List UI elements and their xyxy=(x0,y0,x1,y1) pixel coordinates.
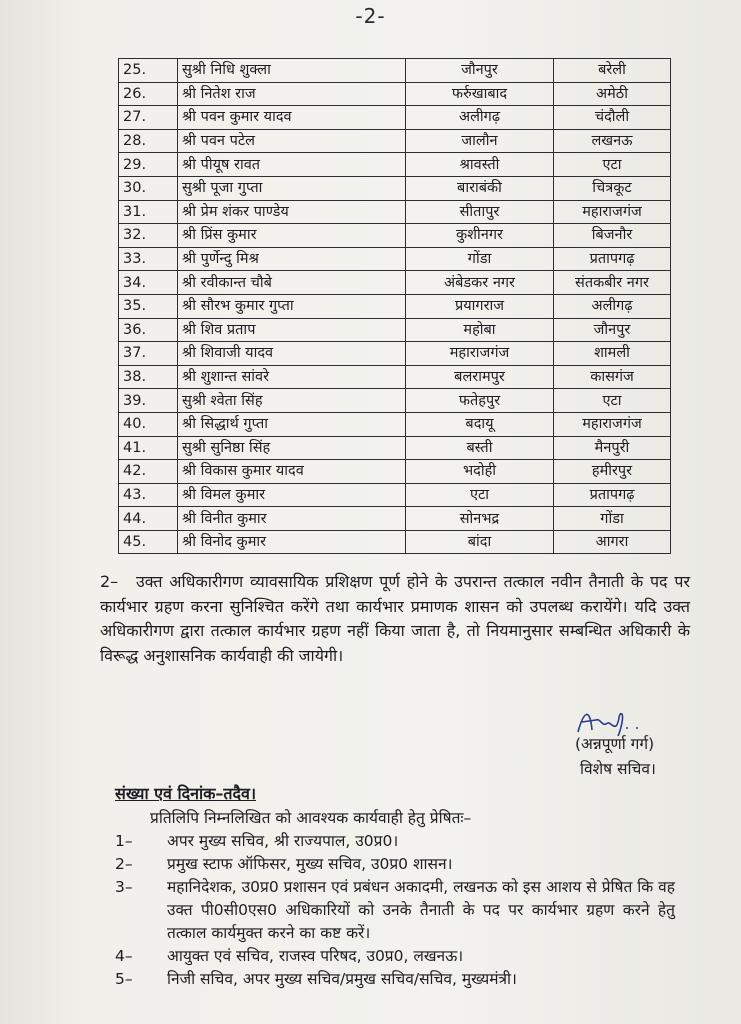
table-row xyxy=(119,294,671,318)
officer-name-cell: श्री प्रेम शंकर पाण्डेय xyxy=(178,200,406,224)
serial-number-cell: 38. xyxy=(119,365,178,389)
list-item xyxy=(115,853,675,876)
copy-to-list xyxy=(115,830,675,991)
officer-name-cell: श्री विनोद कुमार xyxy=(178,530,406,554)
officer-posting-table xyxy=(118,58,671,554)
table-row xyxy=(119,82,671,106)
officer-name-cell: सुश्री निधि शुक्ला xyxy=(178,59,406,83)
officer-name-cell: श्री सिद्धार्थ गुप्ता xyxy=(178,412,406,436)
instruction-paragraph xyxy=(100,570,690,668)
officer-name-cell: श्री सौरभ कुमार गुप्ता xyxy=(178,294,406,318)
table-row xyxy=(119,271,671,295)
officer-name-cell: श्री रवीकान्त चौबे xyxy=(178,271,406,295)
new-district-cell: जौनपुर xyxy=(554,318,671,342)
officer-name-cell: श्री पवन कुमार यादव xyxy=(178,106,406,130)
new-district-cell: चंदौली xyxy=(554,106,671,130)
table-row xyxy=(119,129,671,153)
table-row xyxy=(119,153,671,177)
list-item-text: प्रमुख स्टाफ ऑफिसर, मुख्य सचिव, उ0प्र0 शासन। xyxy=(167,855,453,873)
current-district-cell: बांदा xyxy=(406,530,554,554)
new-district-cell: संतकबीर नगर xyxy=(554,271,671,295)
serial-number-cell: 30. xyxy=(119,176,178,200)
new-district-cell: लखनऊ xyxy=(554,129,671,153)
serial-number-cell: 26. xyxy=(119,82,178,106)
table-row xyxy=(119,389,671,413)
table-row xyxy=(119,176,671,200)
current-district-cell: प्रयागराज xyxy=(406,294,554,318)
officer-name-cell: श्री शिव प्रताप xyxy=(178,318,406,342)
officer-name-cell: सुश्री श्वेता सिंह xyxy=(178,389,406,413)
list-item-number: 2– xyxy=(115,855,133,873)
current-district-cell: महोबा xyxy=(406,318,554,342)
table-row xyxy=(119,436,671,460)
new-district-cell: कासगंज xyxy=(554,365,671,389)
serial-number-cell: 37. xyxy=(119,342,178,366)
current-district-cell: जालौन xyxy=(406,129,554,153)
table-row xyxy=(119,59,671,83)
serial-number-cell: 33. xyxy=(119,247,178,271)
new-district-cell: प्रतापगढ़ xyxy=(554,483,671,507)
serial-number-cell: 42. xyxy=(119,460,178,484)
officer-name-cell: सुश्री सुनिष्ठा सिंह xyxy=(178,436,406,460)
paragraph-number: 2– xyxy=(100,572,119,591)
new-district-cell: महाराजगंज xyxy=(554,412,671,436)
officer-name-cell: श्री शुशान्त सांवरे xyxy=(178,365,406,389)
new-district-cell: बिजनौर xyxy=(554,224,671,248)
page-number: -2- xyxy=(355,4,386,28)
serial-number-cell: 45. xyxy=(119,530,178,554)
officer-name-cell: श्री पीयूष रावत xyxy=(178,153,406,177)
current-district-cell: श्रावस्ती xyxy=(406,153,554,177)
list-item xyxy=(115,945,675,968)
serial-number-cell: 36. xyxy=(119,318,178,342)
serial-number-cell: 28. xyxy=(119,129,178,153)
new-district-cell: मैनपुरी xyxy=(554,436,671,460)
current-district-cell: फर्रुखाबाद xyxy=(406,82,554,106)
reference-heading: संख्या एवं दिनांक–तदैव। xyxy=(115,784,257,803)
officer-name-cell: श्री विमल कुमार xyxy=(178,483,406,507)
signatory-designation: विशेष सचिव। xyxy=(580,760,656,778)
list-item xyxy=(115,830,675,853)
new-district-cell: चित्रकूट xyxy=(554,176,671,200)
table-row xyxy=(119,365,671,389)
officer-name-cell: श्री विनीत कुमार xyxy=(178,507,406,531)
list-item-text: महानिदेशक, उ0प्र0 प्रशासन एवं प्रबंधन अकादमी, लखनऊ को इस आशय से प्रेषित कि वह उक्त पी0सी0एस0 अधिकारियों को उनके तैनाती के पद पर कार्यभार ग्रहण करने हेतु तत्काल कार्यमुक्त करने का कष्ट करें। xyxy=(167,878,675,942)
serial-number-cell: 31. xyxy=(119,200,178,224)
current-district-cell: फतेहपुर xyxy=(406,389,554,413)
table-row xyxy=(119,342,671,366)
current-district-cell: अंबेडकर नगर xyxy=(406,271,554,295)
current-district-cell: कुशीनगर xyxy=(406,224,554,248)
table-row xyxy=(119,483,671,507)
serial-number-cell: 44. xyxy=(119,507,178,531)
current-district-cell: सीतापुर xyxy=(406,200,554,224)
new-district-cell: आगरा xyxy=(554,530,671,554)
current-district-cell: भदोही xyxy=(406,460,554,484)
table-row xyxy=(119,106,671,130)
serial-number-cell: 27. xyxy=(119,106,178,130)
table-row xyxy=(119,247,671,271)
table-row xyxy=(119,507,671,531)
table-row xyxy=(119,460,671,484)
current-district-cell: बस्ती xyxy=(406,436,554,460)
table-body xyxy=(119,59,671,554)
current-district-cell: एटा xyxy=(406,483,554,507)
new-district-cell: शामली xyxy=(554,342,671,366)
serial-number-cell: 40. xyxy=(119,412,178,436)
table-row xyxy=(119,530,671,554)
list-item xyxy=(115,876,675,945)
list-item-number: 3– xyxy=(115,878,133,896)
officer-name-cell: श्री पुर्णेन्दु मिश्र xyxy=(178,247,406,271)
new-district-cell: एटा xyxy=(554,153,671,177)
list-item-text: निजी सचिव, अपर मुख्य सचिव/प्रमुख सचिव/सचिव, मुख्यमंत्री। xyxy=(167,970,517,988)
current-district-cell: महाराजगंज xyxy=(406,342,554,366)
current-district-cell: गोंडा xyxy=(406,247,554,271)
new-district-cell: एटा xyxy=(554,389,671,413)
serial-number-cell: 29. xyxy=(119,153,178,177)
current-district-cell: सोनभद्र xyxy=(406,507,554,531)
table-row xyxy=(119,224,671,248)
serial-number-cell: 25. xyxy=(119,59,178,83)
new-district-cell: अमेठी xyxy=(554,82,671,106)
current-district-cell: अलीगढ़ xyxy=(406,106,554,130)
serial-number-cell: 43. xyxy=(119,483,178,507)
current-district-cell: बलरामपुर xyxy=(406,365,554,389)
table-row xyxy=(119,200,671,224)
officer-name-cell: श्री पवन पटेल xyxy=(178,129,406,153)
new-district-cell: प्रतापगढ़ xyxy=(554,247,671,271)
new-district-cell: गोंडा xyxy=(554,507,671,531)
list-item-number: 4– xyxy=(115,947,133,965)
serial-number-cell: 39. xyxy=(119,389,178,413)
copy-to-intro: प्रतिलिपि निम्नलिखित को आवश्यक कार्यवाही हेतु प्रेषितः– xyxy=(150,809,472,827)
officer-name-cell: श्री नितेश राज xyxy=(178,82,406,106)
list-item-number: 1– xyxy=(115,832,133,850)
new-district-cell: हमीरपुर xyxy=(554,460,671,484)
current-district-cell: बाराबंकी xyxy=(406,176,554,200)
current-district-cell: बदायू xyxy=(406,412,554,436)
officer-name-cell: श्री विकास कुमार यादव xyxy=(178,460,406,484)
serial-number-cell: 41. xyxy=(119,436,178,460)
new-district-cell: महाराजगंज xyxy=(554,200,671,224)
serial-number-cell: 34. xyxy=(119,271,178,295)
serial-number-cell: 35. xyxy=(119,294,178,318)
new-district-cell: अलीगढ़ xyxy=(554,294,671,318)
list-item xyxy=(115,968,675,991)
list-item-text: आयुक्त एवं सचिव, राजस्व परिषद, उ0प्र0, लखनऊ। xyxy=(167,947,464,965)
new-district-cell: बरेली xyxy=(554,59,671,83)
current-district-cell: जौनपुर xyxy=(406,59,554,83)
officer-name-cell: सुश्री पूजा गुप्ता xyxy=(178,176,406,200)
signatory-name: (अन्नपूर्णा गर्ग) xyxy=(575,735,655,753)
serial-number-cell: 32. xyxy=(119,224,178,248)
list-item-text: अपर मुख्य सचिव, श्री राज्यपाल, उ0प्र0। xyxy=(167,832,399,850)
officer-name-cell: श्री प्रिंस कुमार xyxy=(178,224,406,248)
table-row xyxy=(119,412,671,436)
officer-name-cell: श्री शिवाजी यादव xyxy=(178,342,406,366)
paragraph-text: उक्त अधिकारीगण व्यावसायिक प्रशिक्षण पूर्ण होने के उपरान्त तत्काल नवीन तैनाती के पद पर कार्यभार ग्रहण करना सुनिश्चित करेंगे तथा कार्यभार प्रमाणक शासन को उपलब्ध करायेंगे। यदि उक्त अधिकारीगण द्वारा तत्काल कार्यभार ग्रहण नहीं किया जाता है, तो नियमानुसार सम्बन्धित अधिकारी के विरूद्ध अनुशासनिक कार्यवाही की जायेगी। xyxy=(100,572,690,665)
table-row xyxy=(119,318,671,342)
list-item-number: 5– xyxy=(115,970,133,988)
